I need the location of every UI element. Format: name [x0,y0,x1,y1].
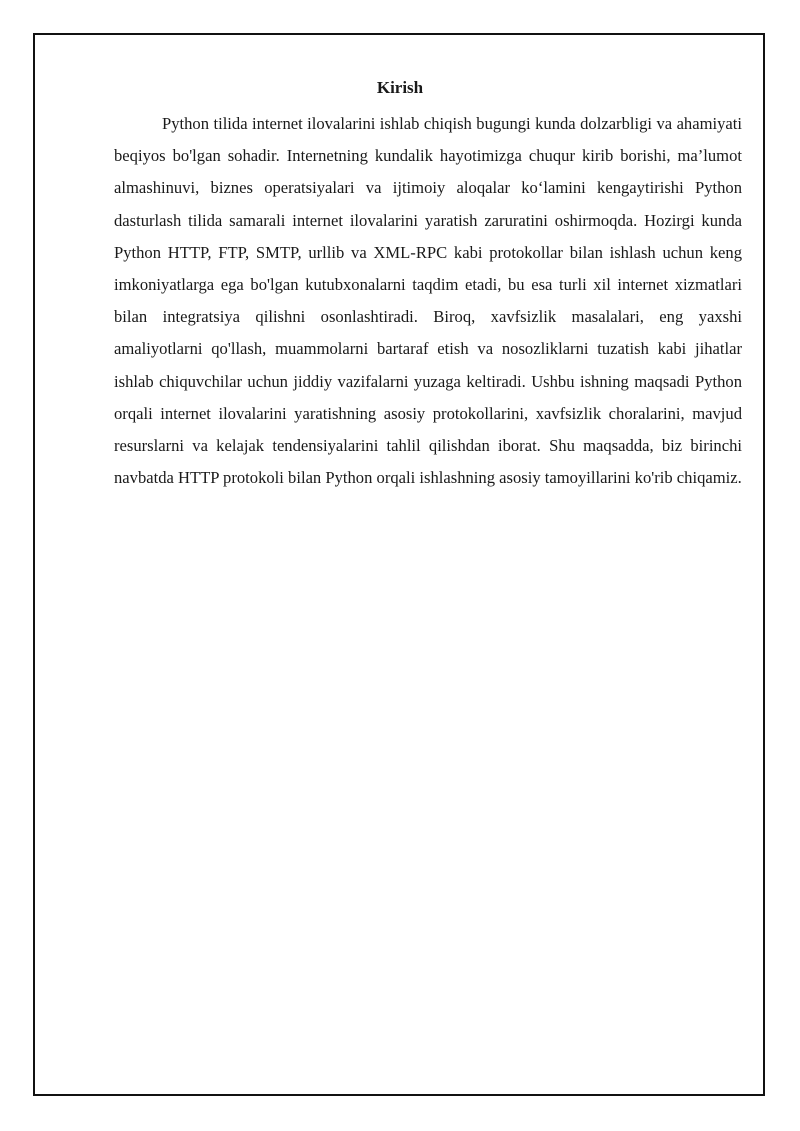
body-paragraph: Python tilida internet ilovalarini ishlab chiqish bugungi kunda dolzarbligi va ahamiyati beqiyos bo'lgan sohadir. Internetning kundalik hayotimizga chuqur kirib borishi, ma’lumot almashinuvi, biznes operatsiyalari va ijtimoiy aloqalar ko‘lamini kengaytirishi Python dasturlash tilida samarali internet ilovalarini yaratish zaruratini oshirmoqda. Hozirgi kunda Python HTTP, FTP, SMTP, urllib va XML-RPC kabi protokollar bilan ishlash uchun keng imkoniyatlarga ega bo'lgan kutubxonalarni taqdim etadi, bu esa turli xil internet xizmatlari bilan integratsiya qilishni osonlashtiradi. Biroq, xavfsizlik masalalari, eng yaxshi amaliyotlarni qo'llash, muammolarni bartaraf etish va nosozliklarni tuzatish kabi jihatlar ishlab chiquvchilar uchun jiddiy vazifalarni yuzaga keltiradi. Ushbu ishning maqsadi Python orqali internet ilovalarini yaratishning asosiy protokollarini, xavfsizlik choralarini, mavjud resurslarni va kelajak tendensiyalarini tahlil qilishdan iborat. Shu maqsadda, biz birinchi navbatda HTTP protokoli bilan Python orqali ishlashning asosiy tamoyillarini ko'rib chiqamiz. [114,114,742,488]
document-title: Kirish [376,78,424,97]
